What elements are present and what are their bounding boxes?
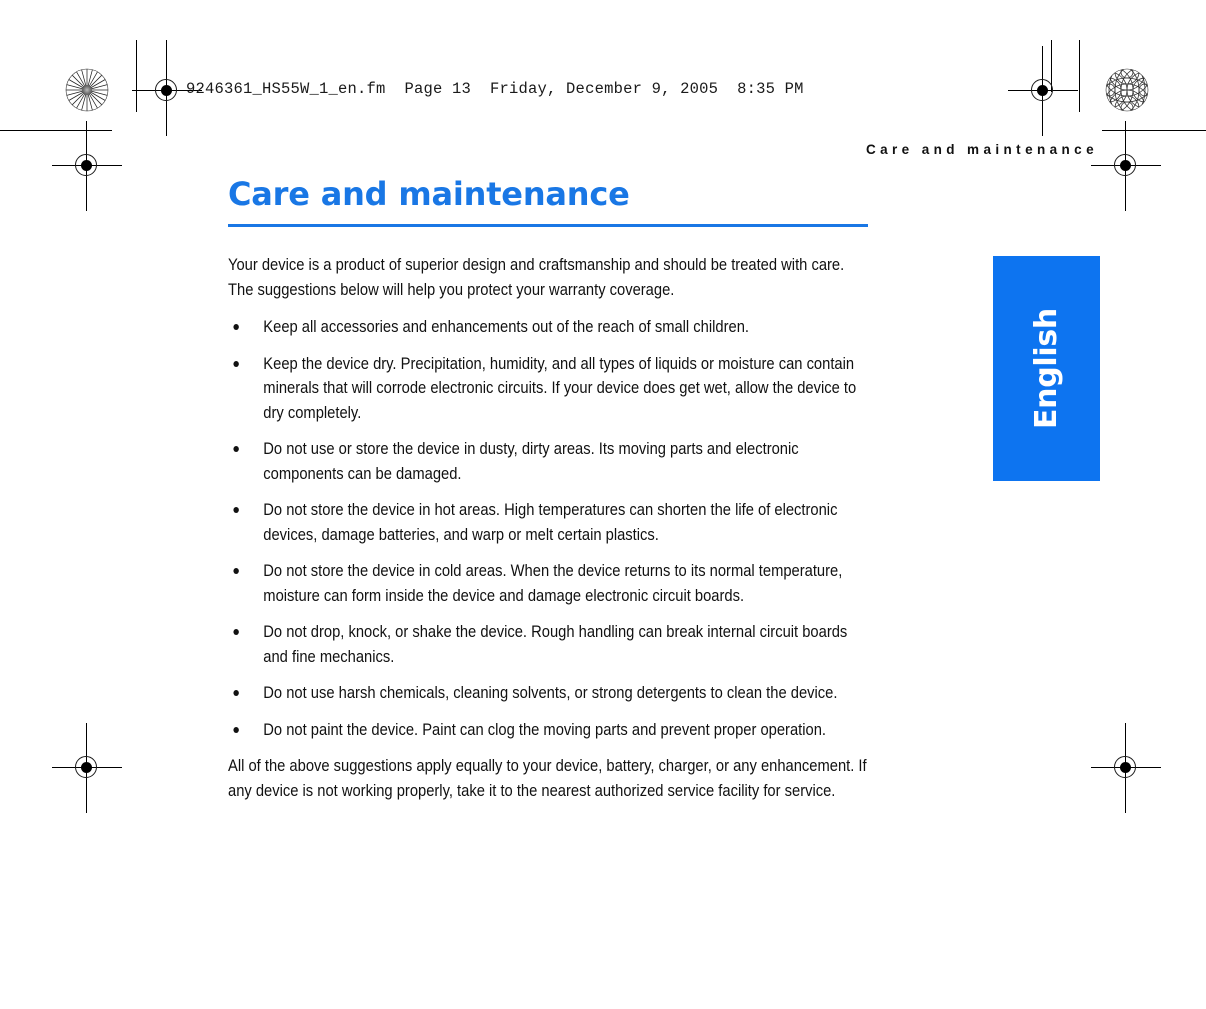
bullet-dot-icon — [233, 324, 238, 330]
list-item-text: Do not store the device in cold areas. When the device returns to its normal temperature, moisture can form inside the device and damage electronic circuit boards. — [263, 562, 843, 605]
list-item-text: Do not use harsh chemicals, cleaning solvents, or strong detergents to clean the device. — [263, 684, 838, 702]
bullet-dot-icon — [233, 568, 238, 574]
list-item-text: Do not store the device in hot areas. High temperatures can shorten the life of electronic devices, damage batteries, and warp or melt certain plastics. — [263, 501, 838, 544]
side-tab-label: English — [1029, 308, 1064, 430]
running-header: Care and maintenance — [865, 142, 1098, 157]
registration-target-icon-top-right — [1020, 68, 1066, 114]
page-content — [228, 175, 868, 816]
list-item-text: Do not use or store the device in dusty, dirty areas. Its moving parts and electronic components can be damaged. — [263, 440, 799, 483]
closing-paragraph: All of the above suggestions apply equally to your device, battery, charger, or any enhancement. If any device is not working properly, take it to the nearest authorized service facility for service. — [228, 757, 867, 800]
list-item-text: Keep the device dry. Precipitation, humidity, and all types of liquids or moisture can contain minerals that will corrode electronic circuits. If your device does get wet, allow the device to dry completely. — [263, 354, 857, 422]
trim-line-vertical-left — [136, 40, 137, 112]
care-bullet-list — [228, 315, 868, 742]
list-item — [228, 315, 868, 340]
intro-paragraph: Your device is a product of superior design and craftsmanship and should be treated with care. The suggestions below will help you protect your warranty coverage. — [228, 256, 845, 299]
trim-line-horizontal-top-right — [1102, 130, 1206, 131]
registration-target-icon-top-left — [144, 68, 190, 114]
list-item — [228, 352, 868, 426]
list-item — [228, 718, 868, 743]
halftone-star-target-icon — [65, 68, 109, 112]
list-item — [228, 498, 868, 547]
list-item — [228, 559, 868, 608]
list-item — [228, 681, 868, 706]
title-divider-rule — [228, 224, 868, 227]
list-item-text: Do not drop, knock, or shake the device. Rough handling can break internal circuit boards and fine mechanics. — [263, 623, 848, 666]
list-item-text: Keep all accessories and enhancements out of the reach of small children. — [263, 318, 749, 336]
halftone-moire-target-icon — [1105, 68, 1149, 112]
body-text-block — [228, 253, 868, 803]
file-stamp-header: 9246361_HS55W_1_en.fm Page 13 Friday, December 9, 2005 8:35 PM — [186, 80, 804, 98]
list-item — [228, 620, 868, 669]
bullet-dot-icon — [233, 629, 238, 635]
page-title: Care and maintenance — [228, 175, 630, 213]
list-item — [228, 437, 868, 486]
bullet-dot-icon — [233, 690, 238, 696]
registration-target-icon-mid-left-upper — [64, 143, 110, 189]
bullet-dot-icon — [233, 361, 238, 367]
bullet-dot-icon — [233, 446, 238, 452]
trim-line-horizontal-top-left — [0, 130, 112, 131]
bullet-dot-icon — [233, 727, 238, 733]
bullet-dot-icon — [233, 507, 238, 513]
trim-line-vertical-right — [1079, 40, 1080, 112]
registration-target-icon-mid-left-lower — [64, 745, 110, 791]
registration-target-icon-mid-right-upper — [1103, 143, 1149, 189]
language-side-tab-english — [993, 256, 1100, 481]
list-item-text: Do not paint the device. Paint can clog the moving parts and prevent proper operation. — [263, 720, 827, 739]
registration-target-icon-mid-right-lower — [1103, 745, 1149, 791]
